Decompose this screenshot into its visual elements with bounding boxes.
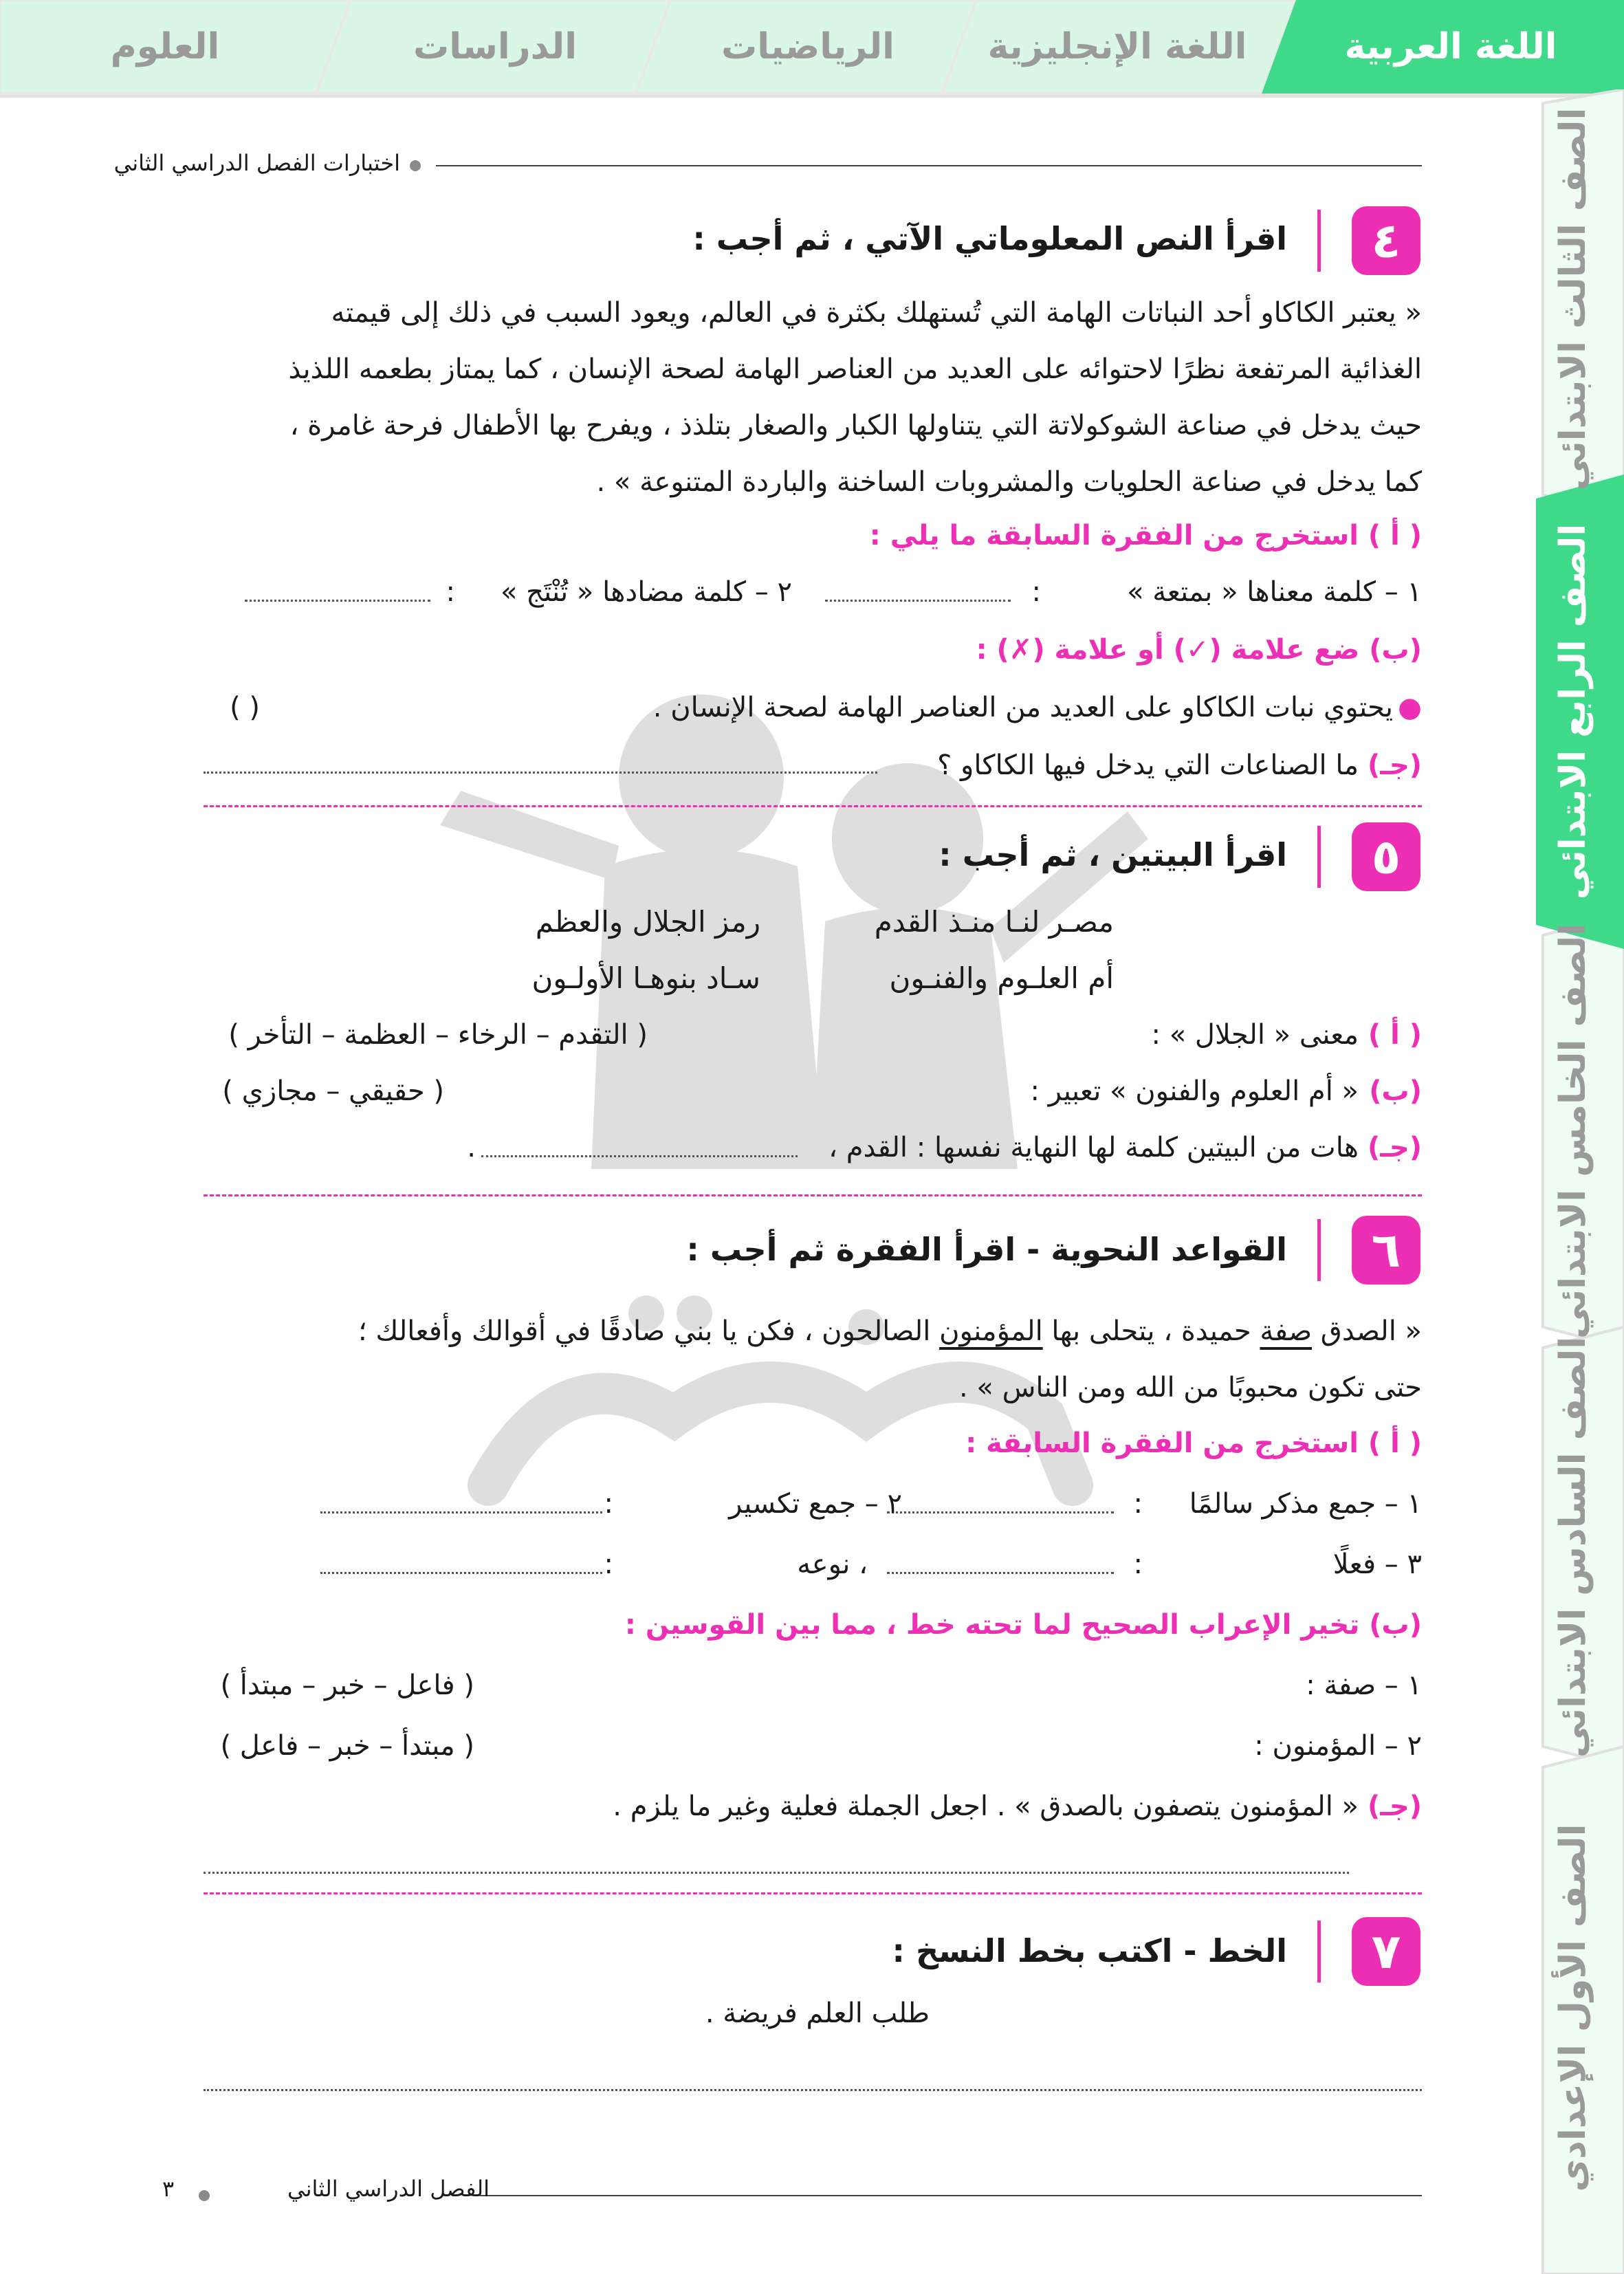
- grade-tabs: [1522, 89, 1624, 2274]
- q5-number: ٥: [1352, 822, 1420, 891]
- grade-tab-prep-1[interactable]: الصف الأول الإعدادي: [1552, 1824, 1594, 2192]
- q6-a1-answer[interactable]: [887, 1511, 1114, 1513]
- q5-c-text: هات من البيتين كلمة لها النهاية نفسها : القدم ،: [829, 1132, 1359, 1163]
- tab-arabic[interactable]: اللغة العربية: [1344, 26, 1557, 67]
- q4-a1-colon: :: [1031, 576, 1041, 608]
- header-rule: [436, 165, 1422, 166]
- q7-bar: [1317, 1921, 1321, 1982]
- q4-para-line-1: « يعتبر الكاكاو أحد النباتات الهامة التي تُستهلك بكثرة في العالم، ويعود السبب في ذلك إلى قيمته: [331, 297, 1422, 329]
- q4-para-line-2: الغذائية المرتفعة نظرًا لاحتوائه على العديد من العناصر الهامة لصحة الإنسان ، كما يمتاز بطعمه اللذيذ: [288, 353, 1422, 385]
- q4-c-prefix: (جـ): [1367, 750, 1422, 781]
- grade-tab-6[interactable]: الصف السادس الابتدائي: [1552, 1336, 1594, 1758]
- q6-b1-choices: ( فاعل – خبر – مبتدأ ): [220, 1670, 474, 1701]
- separator-q5-q6: [204, 1194, 1422, 1196]
- q7-answer-line[interactable]: [204, 2089, 1422, 2091]
- grade-tab-4[interactable]: الصف الرابع الابتدائي: [1552, 523, 1594, 900]
- q5-title: اقرأ البيتين ، ثم أجب :: [939, 836, 1287, 873]
- grade-tab-3[interactable]: الصف الثالث الابتدائي: [1552, 107, 1594, 491]
- q4-b1-answer-box[interactable]: ( ): [230, 692, 260, 723]
- q6-b2: ٢ – المؤمنون :: [1254, 1730, 1422, 1762]
- q6-a3-type-colon: :: [604, 1549, 613, 1580]
- q4-b-label: (ب) ضع علامة (✓) أو علامة (✗) :: [976, 634, 1422, 666]
- q5-bar: [1317, 826, 1321, 888]
- footer-dot: [199, 2190, 210, 2201]
- q4-a2-answer[interactable]: [245, 600, 430, 602]
- q4-bar: [1317, 210, 1321, 272]
- q7-text: طلب العلم فريضة .: [705, 1998, 930, 2029]
- q6-a3: ٣ – فعلًا: [1332, 1549, 1422, 1580]
- q6-para-line-1: [204, 1303, 1422, 1359]
- q5-a-text: معنى « الجلال » :: [1151, 1019, 1359, 1051]
- tab-english[interactable]: اللغة الإنجليزية: [987, 26, 1247, 67]
- tab-science[interactable]: العلوم: [110, 26, 220, 67]
- header-dot: [410, 160, 421, 171]
- q6-a3-type: ، نوعه: [797, 1549, 868, 1580]
- q4-a1: ١ – كلمة معناها « بمتعة »: [1127, 576, 1422, 608]
- q4-b-bullet: ●: [1398, 692, 1422, 723]
- q6-a-label: ( أ ) استخرج من الفقرة السابقة :: [965, 1428, 1422, 1459]
- q6-a2-answer[interactable]: [320, 1511, 602, 1513]
- separator-q6-q7: [204, 1892, 1422, 1894]
- q5-verse-1a: مصـر لنـا منـذ القدم: [874, 905, 1114, 939]
- q6-b2-choices: ( مبتدأ – خبر – فاعل ): [220, 1730, 474, 1762]
- q5-verse-2b: سـاد بنوهـا الأولـون: [531, 961, 760, 995]
- q6-a1-colon: :: [1133, 1488, 1143, 1520]
- q6-c-text: « المؤمنون يتصفون بالصدق » . اجعل الجملة فعلية وغير ما يلزم .: [613, 1791, 1359, 1822]
- q5-verse-1b: رمز الجلال والعظم: [535, 905, 760, 939]
- q4-c-answer[interactable]: [204, 772, 877, 774]
- q6-bar: [1317, 1219, 1321, 1281]
- q7-number: ٧: [1352, 1917, 1420, 1986]
- q6-para-part-c: الصالحون ، فكن يا بني صادقًا في أقوالك وأفعالك ؛: [358, 1315, 940, 1347]
- footer-label: الفصل الدراسي الثاني: [287, 2176, 490, 2202]
- q5-b-choices: ( حقيقي – مجازي ): [222, 1075, 444, 1107]
- q6-a3-type-answer[interactable]: [320, 1572, 602, 1574]
- q4-a2-colon: :: [446, 576, 455, 608]
- q6-a3-answer[interactable]: [887, 1572, 1114, 1574]
- q6-title: القواعد النحوية - اقرأ الفقرة ثم أجب :: [686, 1231, 1287, 1268]
- q4-paragraph: [204, 285, 1422, 510]
- q7-title: الخط - اكتب بخط النسخ :: [892, 1932, 1287, 1969]
- q6-a2: ٢ – جمع تكسير: [729, 1488, 902, 1520]
- q6-c-prefix: (جـ): [1367, 1791, 1422, 1822]
- q5-verse-2a: أم العلـوم والفنـون: [889, 961, 1114, 995]
- separator-q4-q5: [204, 805, 1422, 807]
- q6-para-underlined-sifa: صفة: [1260, 1315, 1313, 1347]
- q5-a-choices: ( التقدم – الرخاء – العظمة – التأخر ): [228, 1019, 648, 1051]
- q4-c-text: ما الصناعات التي يدخل فيها الكاكاو ؟: [937, 750, 1359, 781]
- tab-math[interactable]: الرياضيات: [721, 26, 895, 67]
- q4-a2: ٢ – كلمة مضادها « تُنْتَج »: [500, 576, 792, 608]
- q4-para-line-3: حيث يدخل في صناعة الشوكولاتة التي يتناولها الكبار والصغار بتلذذ ، ويفرح بها الأطفال فرحة غامرة ،: [289, 410, 1422, 441]
- q5-a-prefix: ( أ ): [1368, 1019, 1422, 1051]
- header-title: اختبارات الفصل الدراسي الثاني: [113, 150, 400, 176]
- grade-tab-5[interactable]: الصف الخامس الابتدائي: [1552, 923, 1594, 1340]
- q6-para-part-b: حميدة ، يتحلى بها: [1042, 1315, 1260, 1347]
- subject-tabs: [0, 0, 1624, 98]
- footer-rule: [480, 2195, 1422, 2196]
- q4-a-label: ( أ ) استخرج من الفقرة السابقة ما يلي :: [869, 520, 1422, 551]
- q5-b-text: « أم العلوم والفنون » تعبير :: [1030, 1075, 1359, 1107]
- q6-a2-colon: :: [604, 1488, 613, 1520]
- q5-c-answer[interactable]: [481, 1155, 798, 1157]
- q6-para-line-2: حتى تكون محبوبًا من الله ومن الناس » .: [958, 1372, 1422, 1403]
- q6-c-answer[interactable]: [204, 1872, 1349, 1874]
- q4-para-line-4: كما يدخل في صناعة الحلويات والمشروبات الساخنة والباردة المتنوعة » .: [596, 466, 1422, 498]
- q5-c-prefix: (جـ): [1367, 1132, 1422, 1163]
- q6-para-underlined-muminun: المؤمنون: [939, 1315, 1043, 1347]
- q6-para-part-a: « الصدق: [1312, 1315, 1422, 1347]
- page-number: ٣: [162, 2176, 175, 2202]
- q6-b1: ١ – صفة :: [1306, 1670, 1422, 1701]
- tab-social-studies[interactable]: الدراسات: [413, 26, 578, 67]
- q6-a1: ١ – جمع مذكر سالمًا: [1189, 1488, 1422, 1520]
- q4-title: اقرأ النص المعلوماتي الآتي ، ثم أجب :: [692, 220, 1287, 257]
- q4-a1-answer[interactable]: [825, 600, 1011, 602]
- q6-number: ٦: [1352, 1216, 1420, 1284]
- q5-c-end: .: [467, 1132, 476, 1163]
- q6-b-label: (ب) تخير الإعراب الصحيح لما تحته خط ، مما بين القوسين :: [624, 1609, 1422, 1641]
- q4-b1: يحتوي نبات الكاكاو على العديد من العناصر الهامة لصحة الإنسان .: [652, 692, 1393, 723]
- q4-number: ٤: [1352, 206, 1420, 275]
- q5-b-prefix: (ب): [1369, 1075, 1422, 1107]
- q6-paragraph: [204, 1303, 1422, 1416]
- q6-a3-colon: :: [1133, 1549, 1143, 1580]
